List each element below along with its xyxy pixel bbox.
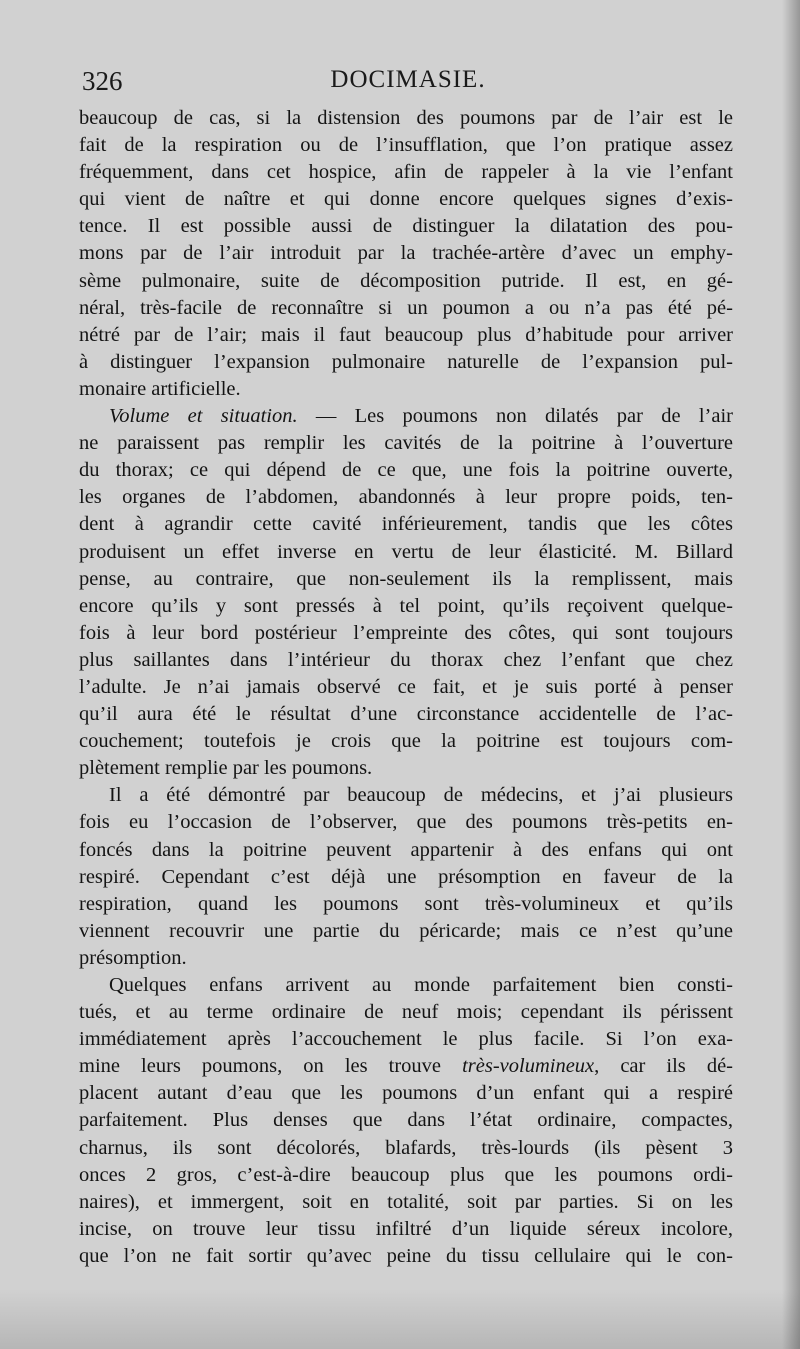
text-line: encore qu’ils y sont pressés à tel point, qu’ils reçoivent quelque- bbox=[79, 594, 733, 617]
text-line: dent à agrandir cette cavité inférieurement, tandis que les côtes bbox=[79, 513, 733, 536]
emphasis-text: très-volumineux bbox=[462, 1055, 595, 1078]
text-fragment: — Les poumons non dilatés par de l’air bbox=[297, 405, 734, 428]
text-line: pense, au contraire, que non-seulement ils la remplissent, mais bbox=[79, 567, 733, 590]
paragraph bbox=[79, 972, 733, 1270]
text-line: charnus, ils sont décolorés, blafards, très-lourds (ils pèsent 3 bbox=[79, 1136, 733, 1159]
text-line: immédiatement après l’accouchement le plus facile. Si l’on exa- bbox=[79, 1028, 733, 1051]
text-line: du thorax; ce qui dépend de ce que, une fois la poitrine ouverte, bbox=[79, 459, 733, 482]
text-line: sème pulmonaire, suite de décomposition putride. Il est, en gé- bbox=[79, 269, 733, 292]
text-line: mons par de l’air introduit par la trachée-artère d’avec un emphy- bbox=[79, 242, 733, 265]
body-text bbox=[79, 105, 733, 1270]
text-line: respiré. Cependant c’est déjà une présomption en faveur de la bbox=[79, 865, 733, 888]
text-line: ne paraissent pas remplir les cavités de la poitrine à l’ouverture bbox=[79, 432, 733, 455]
text-line: fréquemment, dans cet hospice, afin de rappeler à la vie l’enfant bbox=[79, 161, 733, 184]
text-line: qu’il aura été le résultat d’une circonstance accidentelle de l’ac- bbox=[79, 703, 733, 726]
text-line: beaucoup de cas, si la distension des poumons par de l’air est le bbox=[79, 107, 733, 129]
text-line: fois à leur bord postérieur l’empreinte des côtes, qui sont toujours bbox=[79, 621, 733, 644]
text-line: plètement remplie par les poumons. bbox=[79, 757, 373, 780]
text-fragment: mine leurs poumons, on les trouve bbox=[79, 1055, 463, 1078]
text-line: les organes de l’abdomen, abandonnés à leur propre poids, ten- bbox=[79, 486, 733, 509]
text-line: plus saillantes dans l’intérieur du thorax chez l’enfant que chez bbox=[79, 648, 733, 671]
text-line: couchement; toutefois je crois que la poitrine est toujours com- bbox=[79, 730, 733, 753]
text-line: fait de la respiration ou de l’insufflation, que l’on pratique assez bbox=[79, 134, 733, 157]
text-line: respiration, quand les poumons sont très-volumineux et qu’ils bbox=[79, 892, 733, 915]
text-line: parfaitement. Plus denses que dans l’état ordinaire, compactes, bbox=[79, 1109, 733, 1132]
paragraph bbox=[79, 403, 733, 782]
page-bottom-shadow bbox=[0, 1289, 800, 1349]
text-line: que l’on ne fait sortir qu’avec peine du tissu cellulaire qui le con- bbox=[79, 1244, 733, 1267]
text-line: tués, et au terme ordinaire de neuf mois; cependant ils périssent bbox=[79, 1001, 733, 1024]
page-number: 326 bbox=[82, 66, 123, 96]
section-heading: Volume et situation. bbox=[109, 405, 298, 428]
text-line: nétré par de l’air; mais il faut beaucoup plus d’habitude pour arriver bbox=[79, 323, 733, 346]
text-line: viennent recouvrir une partie du péricarde; mais ce n’est qu’une bbox=[79, 919, 733, 942]
running-title: DOCIMASIE. bbox=[330, 66, 486, 93]
paragraph bbox=[79, 105, 733, 403]
page-edge-shadow bbox=[782, 0, 800, 1349]
paragraph bbox=[79, 782, 733, 972]
text-line: Quelques enfans arrivent au monde parfaitement bien consti- bbox=[109, 974, 733, 996]
text-line: produisent un effet inverse en vertu de leur élasticité. M. Billard bbox=[79, 540, 733, 563]
text-line: incise, on trouve leur tissu infiltré d’un liquide séreux incolore, bbox=[79, 1217, 733, 1240]
text-line: foncés dans la poitrine peuvent appartenir à des enfans qui ont bbox=[79, 838, 733, 861]
text-line: tence. Il est possible aussi de distinguer la dilatation des pou- bbox=[79, 215, 733, 238]
text-line: monaire artificielle. bbox=[79, 377, 241, 400]
text-line bbox=[79, 1053, 733, 1080]
text-fragment: , car ils dé- bbox=[594, 1055, 733, 1078]
running-head bbox=[82, 66, 734, 102]
text-line: l’adulte. Je n’ai jamais observé ce fait, et je suis porté à penser bbox=[79, 675, 733, 698]
text-line: à distinguer l’expansion pulmonaire naturelle de l’expansion pul- bbox=[79, 350, 733, 373]
text-line: Il a été démontré par beaucoup de médecins, et j’ai plusieurs bbox=[109, 784, 733, 807]
text-line: néral, très-facile de reconnaître si un poumon a ou n’a pas été pé- bbox=[79, 296, 733, 319]
text-line: onces 2 gros, c’est-à-dire beaucoup plus que les poumons ordi- bbox=[79, 1163, 733, 1186]
text-line bbox=[79, 403, 733, 430]
text-line: placent autant d’eau que les poumons d’un enfant qui a respiré bbox=[79, 1082, 733, 1105]
text-line: qui vient de naître et qui donne encore quelques signes d’exis- bbox=[79, 188, 733, 211]
text-line: fois eu l’occasion de l’observer, que des poumons très-petits en- bbox=[79, 811, 733, 834]
text-line: présomption. bbox=[79, 946, 187, 969]
text-line: naires), et immergent, soit en totalité, soit par parties. Si on les bbox=[79, 1190, 733, 1213]
